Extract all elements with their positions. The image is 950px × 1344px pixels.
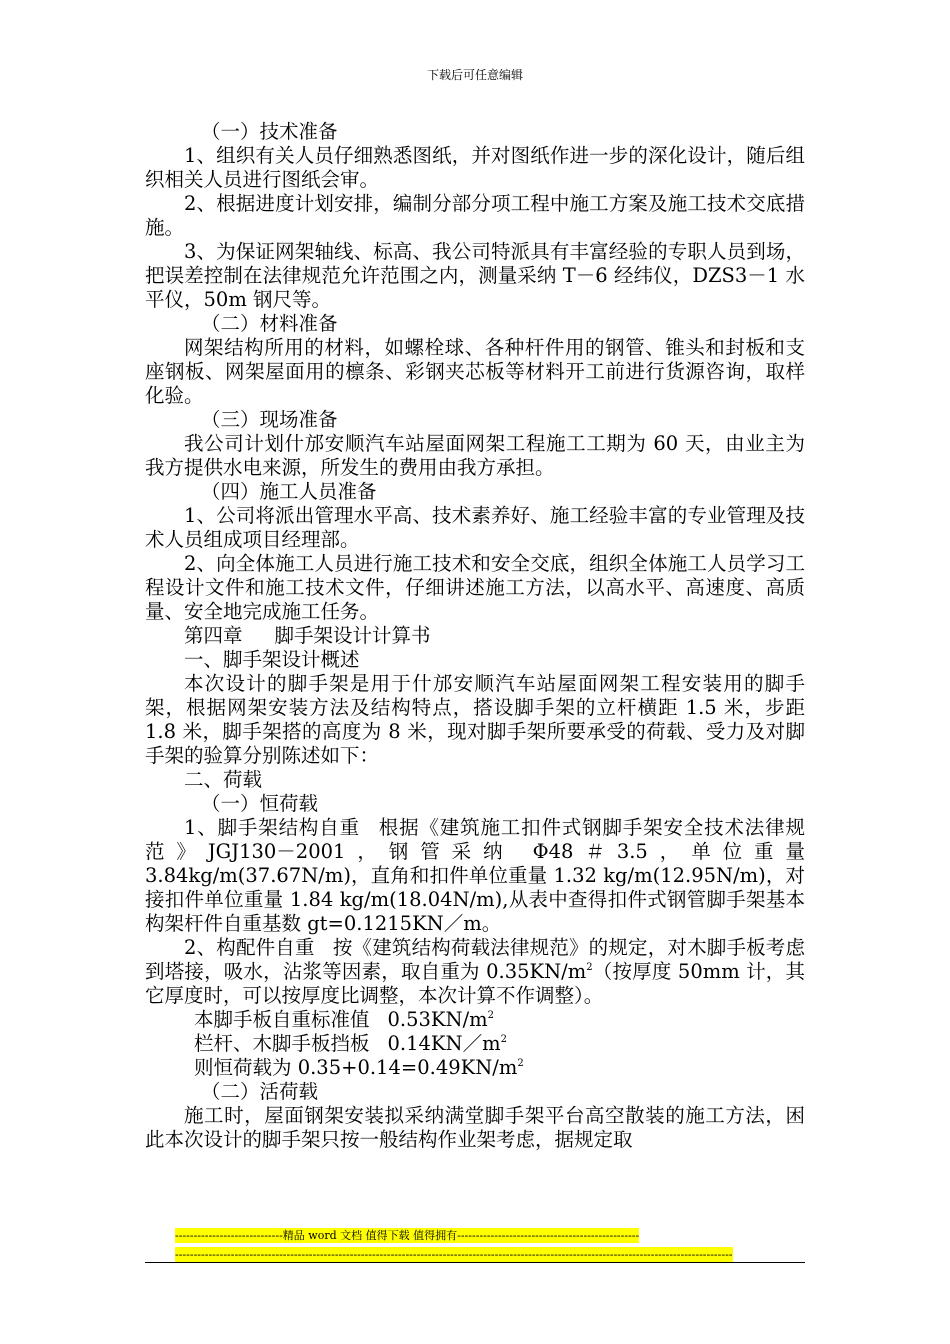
paragraph: 2、向全体施工人员进行施工技术和安全交底，组织全体施工人员学习工程设计文件和施工技术文件，仔细讲述施工方法，以高水平、高速度、高质量、安全地完成施工任务。 <box>145 552 805 623</box>
paragraph <box>145 936 805 1008</box>
paragraph: 本次设计的脚手架是用于什邡安顺汽车站屋面网架工程安装用的脚手架，根据网架安装方法及结构特点，搭设脚手架的立杆横距 1.5 米，步距 1.8 米，脚手架搭的高度为 8 米，现对脚手架所要承受的荷载、受力及对脚手架的验算分别陈述如下： <box>145 672 805 767</box>
chapter-number: 第四章 <box>184 624 243 647</box>
section-heading: （一）技术准备 <box>201 120 338 143</box>
paragraph: 1、组织有关人员仔细熟悉图纸，并对图纸作进一步的深化设计，随后组织相关人员进行图纸会审。 <box>145 144 805 191</box>
section-heading: （二）材料准备 <box>201 312 338 335</box>
section-heading: （三）现场准备 <box>201 408 338 431</box>
item-title: 1、脚手架结构自重 <box>184 816 360 839</box>
section-heading: 一、脚手架设计概述 <box>184 648 360 671</box>
section-heading: （二）活荷载 <box>201 1080 319 1103</box>
paragraph: 2、根据进度计划安排，编制分部分项工程中施工方案及施工技术交底措施。 <box>145 192 805 239</box>
document-body <box>145 120 805 1152</box>
footer-line <box>175 1228 775 1247</box>
paragraph: 1、公司将派出管理水平高、技术素养好、施工经验丰富的专业管理及技术人员组成项目经理部。 <box>145 504 805 551</box>
footer-rule <box>145 1262 805 1263</box>
section-heading: （一）恒荷载 <box>201 792 319 815</box>
paragraph: 网架结构所用的材料，如螺栓球、各种杆件用的钢管、锥头和封板和支座钢板、网架屋面用的檩条、彩钢夹芯板等材料开工前进行货源咨询，取样化验。 <box>145 336 805 407</box>
load-line <box>145 1008 805 1032</box>
section-heading: 二、荷载 <box>184 768 263 791</box>
footer-dashes: ------------------------------------------------------------------------------------------------------------------------------------------------------ <box>175 1248 733 1261</box>
section-heading: （四）施工人员准备 <box>201 480 377 503</box>
item-text: （按厚度 50mm 计，其它厚度时，可以按厚度比调整，本次计算不作调整）。 <box>145 960 805 1007</box>
load-label: 本脚手板自重标准值 <box>194 1008 370 1031</box>
superscript: 2 <box>517 1058 524 1069</box>
load-line <box>145 1056 805 1080</box>
item-title: 2、构配件自重 <box>184 936 315 959</box>
footer-line <box>175 1247 775 1266</box>
item-text: 根据《建筑施工扣件式钢脚手架安全技术法律规范》JGJ130－2001，钢管采纳 Φ48＃3.5，单位重量 3.84kg/m(37.67N/m)，直角和扣件单位重量 1.32 kg/m(12.95N/m)，对接扣件单位重量 1.84 kg/m(18.04N/m),从表中查得扣件式钢管脚手架基本构架杆件自重基数 gt=0.1215KN／m。 <box>145 816 805 935</box>
superscript: 2 <box>586 962 593 973</box>
load-total: 则恒荷载为 0.35+0.14=0.49KN/m <box>194 1056 518 1079</box>
superscript: 2 <box>487 1010 494 1021</box>
load-value: 0.14KN／m <box>387 1032 501 1055</box>
footer-watermark <box>175 1228 775 1266</box>
chapter-name: 脚手架设计计算书 <box>274 624 431 647</box>
page-header: 下载后可任意编辑 <box>426 68 523 82</box>
chapter-title <box>145 624 805 648</box>
footer-text: -----------------------------精品 word 文档 值得下载 值得拥有------------------------------------------------- <box>175 1229 640 1242</box>
superscript: 2 <box>500 1034 507 1045</box>
paragraph: 我公司计划什邡安顺汽车站屋面网架工程施工工期为 60 天，由业主为我方提供水电来源，所发生的费用由我方承担。 <box>145 432 805 479</box>
load-label: 栏杆、木脚手板挡板 <box>194 1032 370 1055</box>
paragraph <box>145 816 805 936</box>
item-text: 按《建筑结构荷载法律规范》的规定，对木脚手板考虑到塔接，吸水，沾浆等因素，取自重为 0.35KN/m <box>145 936 805 983</box>
paragraph: 3、为保证网架轴线、标高、我公司特派具有丰富经验的专职人员到场，把误差控制在法律规范允许范围之内，测量采纳 T－6 经纬仪，DZS3－1 水平仪，50m 钢尺等。 <box>145 240 805 311</box>
load-value: 0.53KN/m <box>387 1008 488 1031</box>
load-line <box>145 1032 805 1056</box>
paragraph: 施工时，屋面钢架安装拟采纳满堂脚手架平台高空散装的施工方法，困此本次设计的脚手架只按一般结构作业架考虑，据规定取 <box>145 1104 805 1151</box>
